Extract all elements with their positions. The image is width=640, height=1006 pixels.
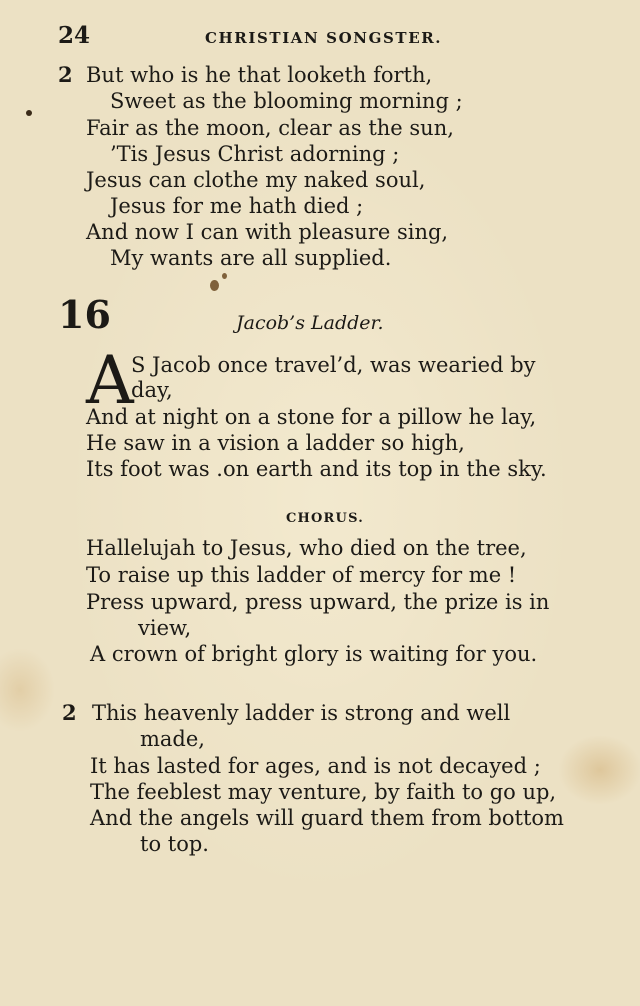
verse-line: My wants are all supplied. (110, 246, 392, 270)
verse-line: This heavenly ladder is strong and well (92, 701, 511, 725)
verse-line: Its foot was .on earth and its top in the sky. (86, 457, 547, 481)
verse-number: 2 (62, 700, 77, 725)
hymn-title: Jacob’s Ladder. (236, 312, 384, 334)
verse-line: Fair as the moon, clear as the sun, (86, 116, 454, 140)
ink-stain (222, 273, 227, 279)
verse-line: Sweet as the blooming morning ; (110, 89, 463, 113)
chorus-line: Press upward, press upward, the prize is in (86, 590, 550, 614)
drop-cap: A (86, 342, 134, 419)
verse-line: And at night on a stone for a pillow he lay, (86, 405, 537, 429)
chorus-heading: CHORUS. (286, 511, 364, 526)
hymn-number: 16 (58, 292, 111, 337)
chorus-line: A crown of bright glory is waiting for you. (90, 642, 538, 666)
verse-line: And now I can with pleasure sing, (86, 220, 449, 244)
verse-line: S Jacob once travel’d, was wearied by (131, 353, 536, 377)
verse-number: 2 (58, 62, 73, 87)
verse-line: It has lasted for ages, and is not decayed ; (90, 754, 541, 778)
verse-line: made, (140, 727, 205, 751)
verse-line: ’Tis Jesus Christ adorning ; (110, 142, 400, 166)
verse-line: But who is he that looketh forth, (86, 63, 433, 87)
chorus-line: view, (138, 616, 192, 640)
verse-line: day, (131, 378, 173, 402)
verse-line: Jesus for me hath died ; (110, 194, 364, 218)
running-title: CHRISTIAN SONGSTER. (205, 29, 443, 47)
verse-line: Jesus can clothe my naked soul, (86, 168, 426, 192)
page-number: 24 (58, 22, 91, 49)
verse-line: He saw in a vision a ladder so high, (86, 431, 465, 455)
chorus-line: Hallelujah to Jesus, who died on the tree, (86, 536, 527, 560)
chorus-line: To raise up this ladder of mercy for me ! (86, 563, 517, 587)
ink-spot (26, 110, 32, 116)
verse-line: to top. (140, 832, 209, 856)
ink-stain (210, 280, 219, 291)
verse-line: And the angels will guard them from bottom (90, 806, 564, 830)
verse-line: The feeblest may venture, by faith to go up, (90, 780, 557, 804)
